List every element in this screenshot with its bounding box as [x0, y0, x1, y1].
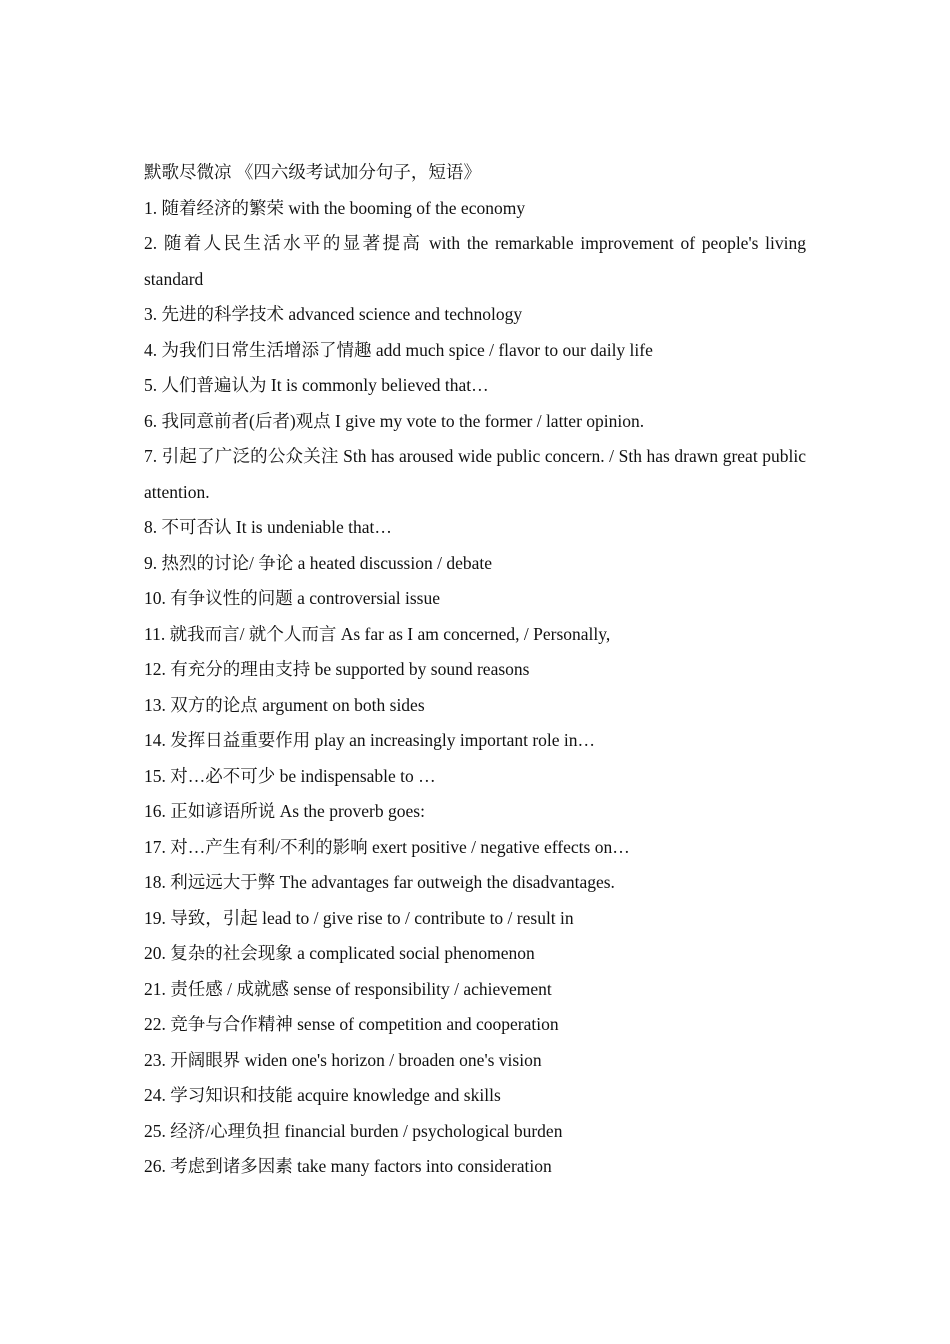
phrase-item-13: 13. 双方的论点 argument on both sides	[144, 694, 425, 715]
phrase-item-10: 10. 有争议性的问题 a controversial issue	[144, 588, 440, 608]
phrase-item-12: 12. 有充分的理由支持 be supported by sound reasons	[144, 659, 530, 679]
phrase-item-1: 1. 随着经济的繁荣 with the booming of the economy	[144, 197, 526, 218]
phrase-item-16: 16. 正如谚语所说 As the proverb goes:	[144, 801, 425, 821]
phrase-item-19: 19. 导致，引起 lead to / give rise to / contribute to / result in	[144, 907, 574, 928]
phrase-item-7: 7. 引起了广泛的公众关注 Sth has aroused wide public concern. / Sth has drawn great public attention.	[144, 446, 806, 502]
phrase-item-25: 25. 经济/心理负担 financial burden / psychological burden	[144, 1120, 563, 1141]
phrase-item-23: 23. 开阔眼界 widen one's horizon / broaden one's vision	[144, 1049, 542, 1070]
phrase-item-4: 4. 为我们日常生活增添了情趣 add much spice / flavor to our daily life	[144, 339, 653, 360]
phrase-item-24: 24. 学习知识和技能 acquire knowledge and skills	[144, 1085, 501, 1105]
phrase-item-8: 8. 不可否认 It is undeniable that…	[144, 517, 392, 537]
phrase-item-15: 15. 对…必不可少 be indispensable to …	[144, 765, 436, 786]
phrase-item-26: 26. 考虑到诸多因素 take many factors into consideration	[144, 1156, 552, 1176]
phrase-item-11: 11. 就我而言/ 就个人而言 As far as I am concerned, / Personally,	[144, 623, 611, 644]
phrase-item-18: 18. 利远远大于弊 The advantages far outweigh the disadvantages.	[144, 872, 615, 892]
phrase-item-20: 20. 复杂的社会现象 a complicated social phenomenon	[144, 943, 535, 963]
phrase-item-9: 9. 热烈的讨论/ 争论 a heated discussion / debate	[144, 552, 492, 573]
phrase-item-2: 2. 随着人民生活水平的显著提高 with the remarkable improvement of people's living standard	[144, 233, 806, 289]
phrase-item-6: 6. 我同意前者(后者)观点 I give my vote to the former / latter opinion.	[144, 410, 645, 431]
phrase-item-5: 5. 人们普遍认为 It is commonly believed that…	[144, 375, 489, 395]
document-title: 默歌尽微凉 《四六级考试加分句子，短语》	[144, 162, 481, 182]
document-body	[144, 155, 806, 1185]
phrase-item-14: 14. 发挥日益重要作用 play an increasingly important role in…	[144, 730, 596, 750]
phrase-item-21: 21. 责任感 / 成就感 sense of responsibility / achievement	[144, 978, 552, 999]
phrase-item-3: 3. 先进的科学技术 advanced science and technology	[144, 304, 523, 324]
phrase-item-22: 22. 竞争与合作精神 sense of competition and cooperation	[144, 1014, 559, 1034]
phrase-item-17: 17. 对…产生有利/不利的影响 exert positive / negative effects on…	[144, 836, 630, 857]
